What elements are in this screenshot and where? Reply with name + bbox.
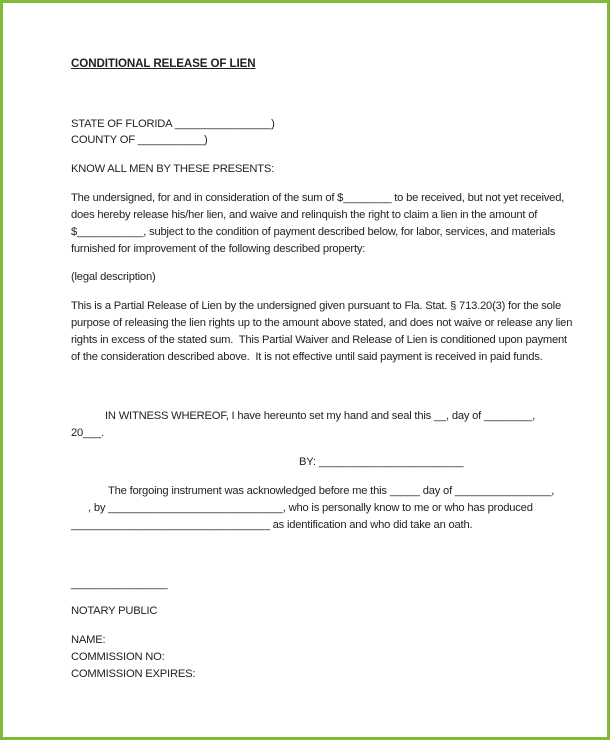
by-signature-line: BY: ________________________ [299, 456, 464, 468]
paragraph-2-line-2: purpose of releasing the lien rights up to the amount above stated, and does not waive or release any lien [71, 317, 573, 329]
name-label: NAME: [71, 634, 106, 646]
state-line: STATE OF FLORIDA ________________) [71, 118, 275, 130]
paragraph-1-line-3: $___________, subject to the condition of payment described below, for labor, services, and materials [71, 226, 556, 238]
witness-line-1: IN WITNESS WHEREOF, I have hereunto set my hand and seal this __, day of ________, [105, 410, 536, 422]
paragraph-1-line-2: does hereby release his/her lien, and waive and relinquish the right to claim a lien in the amount of [71, 209, 538, 221]
paragraph-2-line-3: rights in excess of the stated sum. This Partial Waiver and Release of Lien is conditioned upon payment [71, 334, 567, 346]
know-all-heading: KNOW ALL MEN BY THESE PRESENTS: [71, 163, 275, 175]
legal-description: (legal description) [71, 271, 156, 283]
acknowledgment-line-1: The forgoing instrument was acknowledged before me this _____ day of ________________, [108, 485, 555, 497]
notary-signature-line: ________________ [71, 578, 168, 590]
witness-line-2: 20___. [71, 427, 105, 439]
notary-public-label: NOTARY PUBLIC [71, 605, 158, 617]
document-title: CONDITIONAL RELEASE OF LIEN [71, 57, 256, 70]
paragraph-2-line-4: of the consideration described above. It is not effective until said payment is received in paid funds. [71, 351, 543, 363]
acknowledgment-line-2: , by _____________________________, who is personally know to me or who has produced [88, 502, 533, 514]
commission-expires-label: COMMISSION EXPIRES: [71, 668, 196, 680]
paragraph-2-line-1: This is a Partial Release of Lien by the undersigned given pursuant to Fla. Stat. § 713.20(3) for the sole [71, 300, 561, 312]
county-line: COUNTY OF ___________) [71, 134, 208, 146]
acknowledgment-line-3: _________________________________ as identification and who did take an oath. [71, 519, 473, 531]
paragraph-1-line-4: furnished for improvement of the following described property: [71, 243, 366, 255]
commission-no-label: COMMISSION NO: [71, 651, 165, 663]
paragraph-1-line-1: The undersigned, for and in consideration of the sum of $________ to be received, but not yet received, [71, 192, 565, 204]
